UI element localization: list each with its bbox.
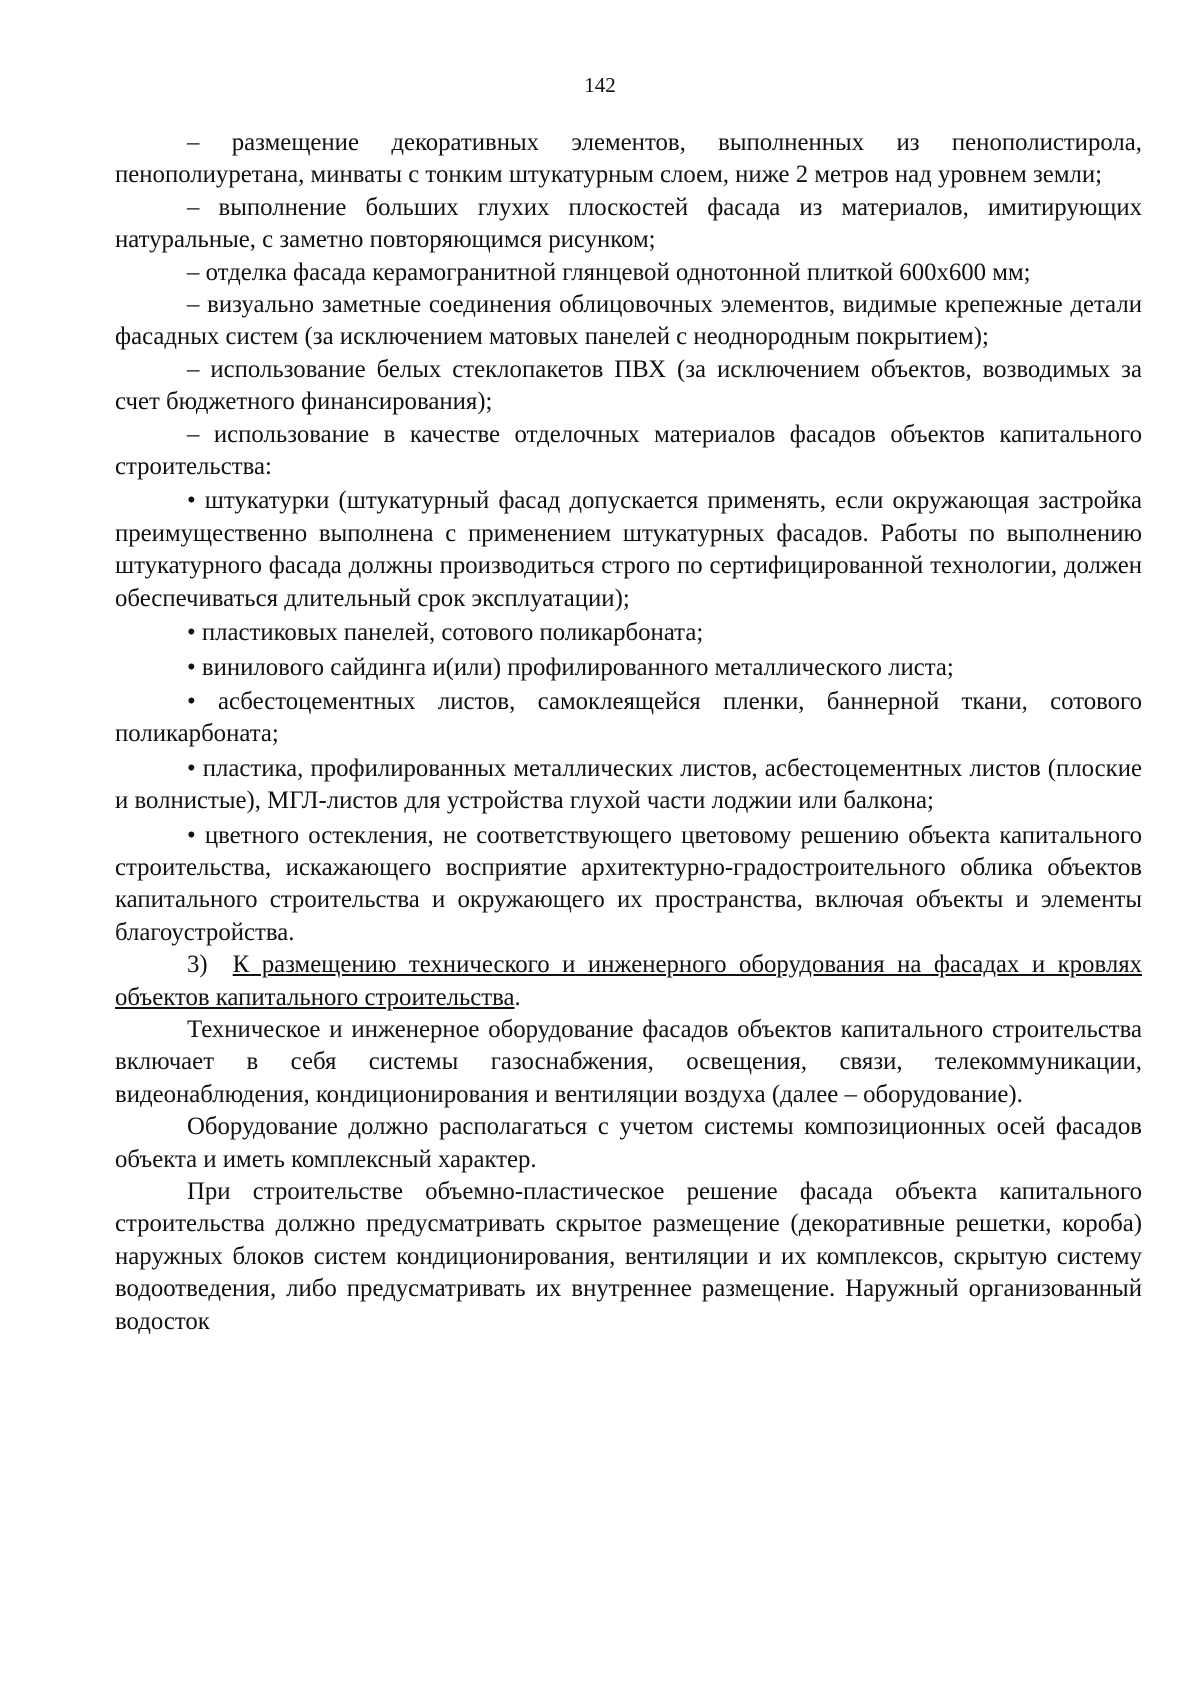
list-item-dash: – использование белых стеклопакетов ПВХ (за исключением объектов, возводимых за счет бюджетного финансирования); (115, 355, 1142, 416)
list-item-bullet: • винилового сайдинга и(или) профилированного металлического листа; (187, 653, 954, 681)
body-paragraph: Техническое и инженерное оборудование фасадов объектов капитального строительства включает в себя системы газоснабжения, освещения, связи, телекоммуникации, видеонаблюдения, кондиционирования и вентиляции воздуха (далее – оборудование). (115, 1015, 1142, 1108)
list-item-bullet: • цветного остекления, не соответствующего цветовому решению объекта капитального строительства, искажающего восприятие архитектурно-градостроительного облика объектов капитального строительства и окружающего их пространства, включая объекты и элементы благоустройства. (115, 821, 1142, 946)
page-content (115, 127, 1142, 1338)
list-item-dash: – отделка фасада керамогранитной глянцевой однотонной плиткой 600х600 мм; (187, 258, 1031, 286)
section-heading (115, 949, 1142, 1014)
list-item-dash: – визуально заметные соединения облицовочных элементов, видимые крепежные детали фасадных систем (за исключением матовых панелей с неоднородным покрытием); (115, 291, 1142, 351)
page-number: 142 (584, 73, 616, 97)
body-paragraph: При строительстве объемно-пластическое решение фасада объекта капитального строительства должно предусматривать скрытое размещение (декоративные решетки, короба) наружных блоков систем кондиционирования, вентиляции и их комплексов, скрытую систему водоотведения, либо предусматривать их внутреннее размещение. Наружный организованный водосток (115, 1178, 1142, 1335)
body-paragraph: Оборудование должно располагаться с учетом системы композиционных осей фасадов объекта и иметь комплексный характер. (115, 1113, 1142, 1173)
list-item-dash: – использование в качестве отделочных материалов фасадов объектов капитального строительства: (115, 420, 1142, 481)
list-item-dash: – размещение декоративных элементов, выполненных из пенополистирола, пенополиуретана, минваты с тонким штукатурным слоем, ниже 2 метров над уровнем земли; (115, 129, 1142, 189)
list-item-bullet: • асбестоцементных листов, самоклеящейся пленки, баннерной ткани, сотового поликарбоната; (115, 687, 1142, 748)
section-heading-text: К размещению технического и инженерного оборудования на фасадах и кровлях объектов капитального строительства (115, 951, 1142, 1011)
list-item-bullet: • пластиковых панелей, сотового поликарбоната; (187, 619, 704, 647)
section-heading-tail: . (514, 983, 521, 1011)
section-number: 3) (187, 951, 208, 979)
list-item-bullet: • пластика, профилированных металлических листов, асбестоцементных листов (плоские и волнистые), МГЛ-листов для устройства глухой части лоджии или балкона; (115, 754, 1142, 815)
list-item-dash: – выполнение больших глухих плоскостей фасада из материалов, имитирующих натуральные, с заметно повторяющимся рисунком; (115, 193, 1142, 254)
list-item-bullet: • штукатурки (штукатурный фасад допускается применять, если окружающая застройка преимущественно выполнена с применением штукатурных фасадов. Работы по выполнению штукатурного фасада должны производиться строго по сертифицированной технологии, должен обеспечиваться длительный срок эксплуатации); (115, 487, 1142, 612)
